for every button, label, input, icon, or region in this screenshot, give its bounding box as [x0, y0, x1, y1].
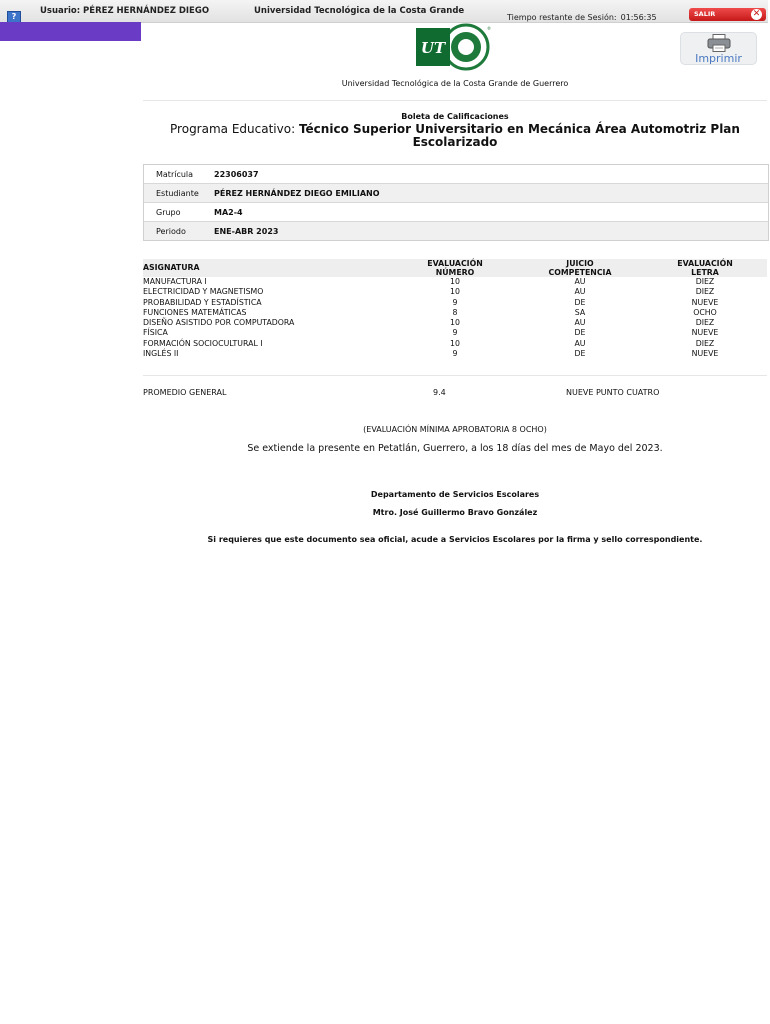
table-row — [143, 318, 767, 328]
header-eval-letter-line2: LETRA — [691, 267, 719, 277]
eval-number-cell: 9 — [452, 328, 458, 338]
info-value: 22306037 — [214, 170, 259, 179]
program-name: Técnico Superior Universitario en Mecánica Área Automotriz Plan Escolarizado — [298, 122, 740, 149]
eval-letter-cell: DIEZ — [695, 277, 715, 286]
info-value: MA2-4 — [214, 208, 243, 217]
user-name: Usuario: PÉREZ HERNÁNDEZ DIEGO — [40, 6, 210, 16]
session-time: 01:56:35 — [620, 13, 657, 22]
table-row — [143, 349, 767, 359]
eval-letter-cell: NUEVE — [691, 297, 719, 307]
eval-number-cell: 10 — [450, 338, 460, 348]
header-eval-number-line1: EVALUACIÓN — [427, 259, 483, 268]
logout-button[interactable] — [689, 8, 766, 21]
juicio-cell: AU — [574, 277, 586, 286]
ut-logo — [414, 22, 490, 72]
subject-cell: DISEÑO ASISTIDO POR COMPUTADORA — [143, 318, 295, 328]
info-label: Grupo — [156, 208, 181, 217]
info-value: PÉREZ HERNÁNDEZ DIEGO EMILIANO — [214, 189, 380, 198]
university-name: Universidad Tecnológica de la Costa Grande de Guerrero — [341, 79, 569, 88]
subject-cell: INGLÉS II — [143, 349, 179, 359]
table-row — [143, 308, 767, 318]
subject-cell: FÍSICA — [143, 328, 168, 338]
document-title: Boleta de Calificaciones — [401, 112, 509, 121]
divider — [143, 100, 767, 101]
grades-header — [143, 259, 767, 277]
info-label: Matrícula — [156, 170, 194, 179]
header-eval-number — [390, 260, 520, 277]
eval-number-cell: 9 — [452, 297, 458, 307]
subject-cell: FUNCIONES MATEMÁTICAS — [143, 307, 247, 317]
juicio-cell: DE — [574, 297, 586, 307]
subject-cell: ELECTRICIDAD Y MAGNETISMO — [143, 287, 264, 297]
info-label: Estudiante — [156, 189, 199, 198]
info-label: Periodo — [156, 227, 186, 236]
grades-table — [143, 259, 767, 359]
svg-text:UT: UT — [420, 39, 446, 57]
header-juicio-line1: JUICIO — [566, 259, 594, 268]
juicio-cell: AU — [574, 287, 586, 297]
info-row-periodo — [144, 222, 768, 240]
juicio-cell: AU — [574, 338, 586, 348]
juicio-cell: AU — [574, 318, 586, 328]
eval-letter-cell: NUEVE — [691, 328, 719, 338]
header-juicio-line2: COMPETENCIA — [548, 267, 612, 277]
info-row-estudiante — [144, 184, 768, 203]
eval-letter-cell: NUEVE — [691, 349, 719, 359]
close-icon: ✕ — [752, 9, 761, 19]
logout-label: SALIR — [694, 10, 716, 18]
subject-cell: PROBABILIDAD Y ESTADÍSTICA — [143, 297, 262, 307]
print-button[interactable] — [680, 32, 757, 65]
issued-text: Se extiende la presente en Petatlán, Guerrero, a los 18 días del mes de Mayo del 2023. — [247, 443, 663, 454]
eval-number-cell: 9 — [452, 349, 458, 359]
eval-letter-cell: DIEZ — [695, 287, 715, 297]
signatory-name: Mtro. José Guillermo Bravo González — [372, 508, 538, 517]
info-value: ENE-ABR 2023 — [214, 227, 279, 236]
table-row — [143, 277, 767, 287]
session-timer — [507, 13, 657, 22]
table-row — [143, 328, 767, 338]
table-row — [143, 287, 767, 297]
help-icon[interactable]: ? — [7, 11, 21, 23]
average-words: NUEVE PUNTO CUATRO — [566, 388, 660, 397]
eval-letter-cell: OCHO — [693, 307, 717, 317]
eval-letter-cell: DIEZ — [695, 338, 715, 348]
divider — [143, 375, 767, 376]
average-value: 9.4 — [433, 388, 446, 397]
table-row — [143, 298, 767, 308]
juicio-cell: SA — [574, 307, 586, 317]
print-label: Imprimir — [695, 52, 742, 65]
session-label: Tiempo restante de Sesión: — [507, 13, 617, 22]
eval-number-cell: 8 — [452, 307, 458, 317]
program-label: Programa Educativo: — [170, 122, 296, 136]
header-juicio — [515, 260, 645, 277]
program-title — [143, 123, 767, 149]
printer-icon — [707, 34, 731, 52]
table-row — [143, 339, 767, 349]
top-bar — [0, 0, 768, 23]
department-name: Departamento de Servicios Escolares — [370, 490, 540, 499]
official-note: Si requieres que este documento sea oficial, acude a Servicios Escolares por la firma y sello correspondiente. — [207, 535, 703, 544]
eval-number-cell: 10 — [450, 318, 460, 328]
header-eval-letter — [640, 260, 770, 277]
juicio-cell: DE — [574, 328, 586, 338]
menu-tab[interactable] — [0, 22, 141, 41]
juicio-cell: DE — [574, 349, 586, 359]
university-header-name: Universidad Tecnológica de la Costa Grande — [254, 6, 465, 16]
eval-letter-cell: DIEZ — [695, 318, 715, 328]
svg-text:®: ® — [487, 26, 491, 31]
subject-cell: FORMACIÓN SOCIOCULTURAL I — [143, 338, 263, 348]
info-row-matricula — [144, 165, 768, 184]
minimum-note: (EVALUACIÓN MÍNIMA APROBATORIA 8 OCHO) — [363, 425, 547, 434]
header-eval-number-line2: NÚMERO — [435, 267, 475, 277]
header-eval-letter-line1: EVALUACIÓN — [677, 259, 733, 268]
student-info-table — [143, 164, 769, 241]
header-subject: ASIGNATURA — [143, 263, 200, 272]
average-label: PROMEDIO GENERAL — [143, 388, 227, 397]
info-row-grupo — [144, 203, 768, 222]
subject-cell: MANUFACTURA I — [143, 277, 207, 286]
eval-number-cell: 10 — [450, 277, 460, 286]
eval-number-cell: 10 — [450, 287, 460, 297]
